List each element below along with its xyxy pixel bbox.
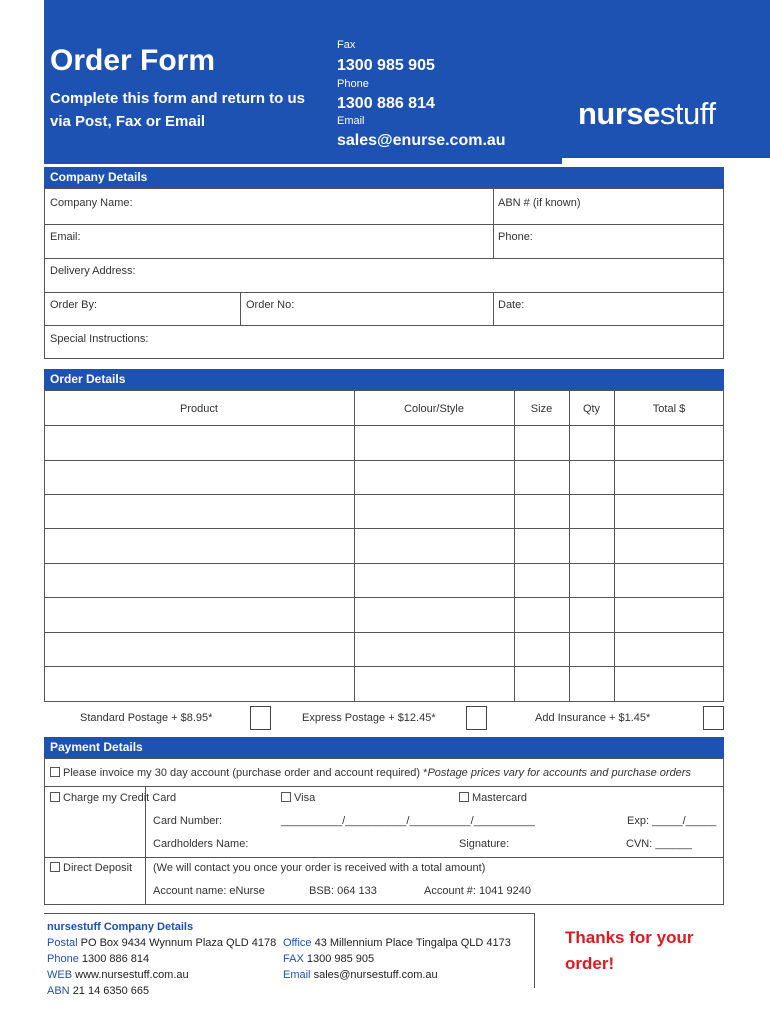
footer-fax-label: FAX bbox=[283, 953, 304, 965]
col-size: Size bbox=[530, 403, 553, 415]
visa-option[interactable] bbox=[281, 792, 315, 804]
invoice-text: Please invoice my 30 day account (purchase order and account required) * bbox=[63, 767, 428, 779]
office-label: Office bbox=[283, 937, 312, 949]
postal-value: PO Box 9434 Wynnum Plaza QLD 4178 bbox=[80, 937, 277, 949]
col-divider bbox=[354, 390, 355, 702]
row-divider bbox=[44, 292, 724, 293]
col-divider bbox=[614, 390, 615, 702]
footer-abn-value: 21 14 6350 665 bbox=[72, 985, 150, 997]
footer-office bbox=[283, 937, 511, 949]
col-divider bbox=[569, 390, 570, 702]
standard-postage-checkbox[interactable] bbox=[250, 706, 271, 730]
direct-deposit-checkbox-icon[interactable] bbox=[50, 862, 60, 872]
page-subtitle: Complete this form and return to us via Post, Fax or Email bbox=[50, 90, 306, 130]
email-value: sales@enurse.com.au bbox=[337, 132, 506, 149]
card-number-label: Card Number: bbox=[153, 815, 223, 827]
col-qty: Qty bbox=[582, 403, 601, 415]
footer-top-rule bbox=[44, 913, 534, 914]
table-row bbox=[44, 666, 724, 667]
table-row bbox=[44, 425, 724, 426]
payment-details-heading: Payment Details bbox=[44, 737, 724, 758]
col-colour-style: Colour/Style bbox=[404, 403, 464, 415]
postal-label: Postal bbox=[47, 937, 78, 949]
col-divider bbox=[240, 292, 241, 325]
signature-field[interactable]: Signature: bbox=[459, 838, 510, 850]
footer-phone bbox=[47, 953, 149, 965]
row-divider bbox=[44, 325, 724, 326]
phone-label: Phone bbox=[337, 78, 369, 90]
fax-label: Fax bbox=[337, 39, 356, 51]
visa-label: Visa bbox=[294, 792, 316, 804]
order-table bbox=[44, 390, 724, 702]
special-instructions-field[interactable]: Special Instructions: bbox=[50, 333, 149, 345]
table-row bbox=[44, 494, 724, 495]
footer-fax bbox=[283, 953, 374, 965]
cardholder-name-field[interactable]: Cardholders Name: bbox=[153, 838, 249, 850]
abn-field[interactable]: ABN # (if known) bbox=[498, 197, 581, 209]
direct-deposit-label: Direct Deposit bbox=[63, 862, 133, 874]
col-divider bbox=[493, 188, 494, 258]
cvn-field[interactable]: CVN: ______ bbox=[626, 838, 693, 850]
order-by-field[interactable]: Order By: bbox=[50, 299, 98, 311]
footer-side-rule bbox=[534, 913, 535, 988]
col-divider bbox=[514, 390, 515, 702]
card-number-field[interactable]: __________/__________/__________/__________ bbox=[281, 815, 535, 827]
footer-web bbox=[47, 969, 189, 981]
exp-field[interactable]: Exp: _____/_____ bbox=[627, 815, 717, 827]
office-value: 43 Millennium Place Tingalpa QLD 4173 bbox=[314, 937, 511, 949]
footer-email-value[interactable]: sales@nursestuff.com.au bbox=[313, 969, 438, 981]
col-total: Total $ bbox=[652, 403, 686, 415]
col-product: Product bbox=[180, 403, 218, 415]
deposit-note: (We will contact you once your order is received with a total amount) bbox=[153, 862, 486, 874]
table-row bbox=[44, 528, 724, 529]
mastercard-label: Mastercard bbox=[472, 792, 528, 804]
account-name: Account name: eNurse bbox=[153, 885, 265, 897]
insurance-checkbox[interactable] bbox=[703, 706, 724, 730]
invoice-checkbox-icon[interactable] bbox=[50, 767, 60, 777]
footer-email bbox=[283, 969, 438, 981]
date-field[interactable]: Date: bbox=[498, 299, 525, 311]
email-field[interactable]: Email: bbox=[50, 231, 81, 243]
insurance-label: Add Insurance + $1.45* bbox=[535, 712, 651, 724]
header-notch bbox=[44, 158, 562, 164]
footer-heading: nursestuff Company Details bbox=[47, 921, 194, 933]
direct-deposit-option[interactable] bbox=[50, 862, 132, 874]
company-details-heading: Company Details bbox=[44, 167, 724, 188]
nursestuff-logo: nursestuff bbox=[578, 96, 716, 131]
express-postage-label: Express Postage + $12.45* bbox=[302, 712, 436, 724]
table-row bbox=[44, 597, 724, 598]
mastercard-option[interactable] bbox=[459, 792, 527, 804]
web-label: WEB bbox=[47, 969, 73, 981]
row-divider bbox=[44, 857, 724, 858]
standard-postage-label: Standard Postage + $8.95* bbox=[80, 712, 213, 724]
table-row bbox=[44, 563, 724, 564]
invoice-note: Postage prices vary for accounts and purchase orders bbox=[427, 767, 691, 779]
email-label: Email bbox=[337, 115, 365, 127]
col-divider bbox=[493, 292, 494, 325]
web-value[interactable]: www.nursestuff.com.au bbox=[75, 969, 189, 981]
credit-card-checkbox-icon[interactable] bbox=[50, 792, 60, 802]
footer-email-label: Email bbox=[283, 969, 311, 981]
express-postage-checkbox[interactable] bbox=[466, 706, 487, 730]
footer-phone-label: Phone bbox=[47, 953, 79, 965]
credit-card-label: Charge my Credit Card bbox=[63, 792, 177, 804]
footer-phone-value: 1300 886 814 bbox=[81, 953, 150, 965]
table-row bbox=[44, 632, 724, 633]
row-divider bbox=[44, 224, 724, 225]
account-number: Account #: 1041 9240 bbox=[424, 885, 532, 897]
footer-abn bbox=[47, 985, 149, 997]
page-title: Order Form bbox=[50, 44, 216, 77]
credit-card-option[interactable] bbox=[50, 792, 176, 804]
order-details-heading: Order Details bbox=[44, 369, 724, 390]
invoice-option[interactable] bbox=[50, 767, 691, 779]
row-divider bbox=[44, 258, 724, 259]
bsb-number: BSB: 064 133 bbox=[309, 885, 377, 897]
company-name-field[interactable]: Company Name: bbox=[50, 197, 133, 209]
footer-abn-label: ABN bbox=[47, 985, 70, 997]
phone-field[interactable]: Phone: bbox=[498, 231, 533, 243]
table-row bbox=[44, 460, 724, 461]
mastercard-checkbox-icon[interactable] bbox=[459, 792, 469, 802]
footer-fax-value: 1300 985 905 bbox=[306, 953, 375, 965]
fax-value: 1300 985 905 bbox=[337, 57, 435, 74]
thanks-message: Thanks for your order! bbox=[565, 928, 694, 973]
visa-checkbox-icon[interactable] bbox=[281, 792, 291, 802]
footer-postal bbox=[47, 937, 276, 949]
phone-value: 1300 886 814 bbox=[337, 95, 435, 112]
order-no-field[interactable]: Order No: bbox=[246, 299, 295, 311]
row-divider bbox=[44, 786, 724, 787]
delivery-address-field[interactable]: Delivery Address: bbox=[50, 265, 136, 277]
payment-box bbox=[44, 758, 724, 905]
